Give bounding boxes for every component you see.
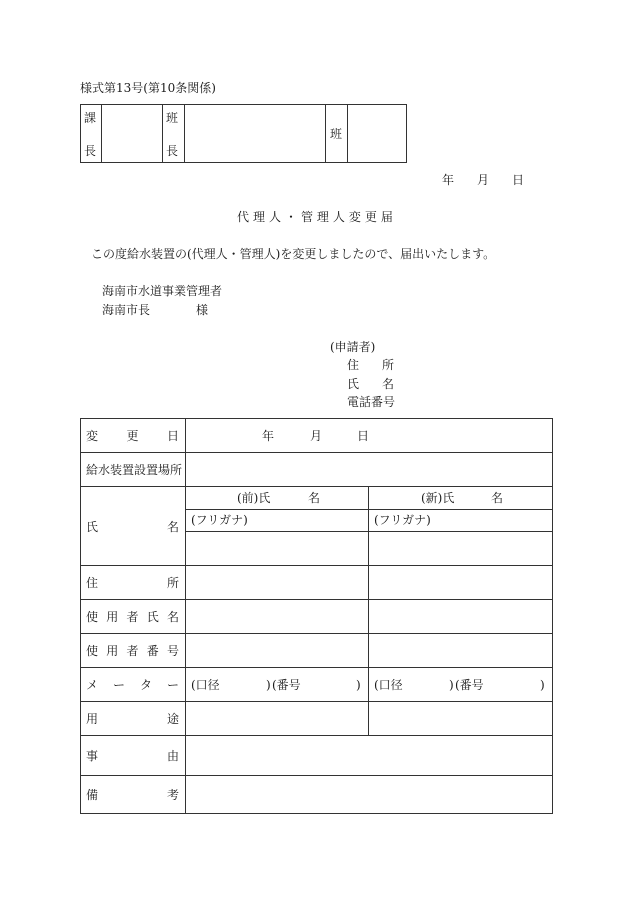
addressee-honorific: 様 bbox=[196, 303, 209, 317]
approval-han-top: 班 bbox=[166, 111, 179, 125]
name-prev-suffix: 名 bbox=[308, 491, 321, 505]
meter-prev-caliber: (口径 bbox=[191, 678, 220, 692]
name-prev-prefix: (前)氏 bbox=[237, 491, 271, 505]
date-year: 年 bbox=[442, 173, 455, 187]
row-label-meter: メ ー タ ー bbox=[86, 678, 179, 692]
row-label-change-date: 変 更 日 bbox=[86, 429, 179, 443]
addressee-line1: 海南市水道事業管理者 bbox=[102, 284, 223, 298]
meter-new-number: (番号 bbox=[455, 678, 484, 692]
row-label-name: 氏 名 bbox=[86, 520, 179, 534]
furigana-prev: (フリガナ) bbox=[191, 513, 248, 527]
applicant-label: (申請者) bbox=[330, 340, 376, 354]
name-new-suffix: 名 bbox=[491, 491, 504, 505]
row-label-address: 住 所 bbox=[86, 576, 179, 590]
form-number: 様式第13号(第10条関係) bbox=[80, 81, 216, 95]
change-date-year: 年 bbox=[262, 429, 275, 443]
applicant-address-label: 住 所 bbox=[347, 358, 394, 372]
meter-prev-number: (番号 bbox=[272, 678, 301, 692]
approval-ka-bottom: 長 bbox=[84, 144, 97, 158]
approval-han: 班 bbox=[330, 127, 343, 141]
approval-ka-top: 課 bbox=[84, 111, 97, 125]
date-day: 日 bbox=[512, 173, 525, 187]
meter-new-number-close: ) bbox=[540, 678, 545, 692]
row-label-reason: 事 由 bbox=[86, 749, 179, 763]
furigana-new: (フリガナ) bbox=[374, 513, 431, 527]
row-label-user-name: 使 用 者 氏 名 bbox=[86, 610, 179, 624]
row-label-remarks: 備 考 bbox=[86, 788, 179, 802]
row-label-user-number: 使 用 者 番 号 bbox=[86, 644, 179, 658]
addressee-line2: 海南市長 bbox=[102, 303, 151, 317]
meter-prev-caliber-close: ) bbox=[266, 678, 271, 692]
row-label-usage: 用 途 bbox=[86, 712, 179, 726]
change-date-month: 月 bbox=[310, 429, 323, 443]
document-title: 代 理 人 ・ 管 理 人 変 更 届 bbox=[237, 210, 393, 224]
applicant-phone-label: 電話番号 bbox=[347, 395, 396, 409]
meter-prev-number-close: ) bbox=[356, 678, 361, 692]
body-text: この度給水装置の(代理人・管理人)を変更しましたので、届出いたします。 bbox=[91, 247, 496, 261]
applicant-name-label: 氏 名 bbox=[347, 377, 394, 391]
meter-new-caliber: (口径 bbox=[374, 678, 403, 692]
date-month: 月 bbox=[477, 173, 490, 187]
row-label-location: 給水装置設置場所 bbox=[86, 463, 183, 477]
name-new-prefix: (新)氏 bbox=[421, 491, 455, 505]
meter-new-caliber-close: ) bbox=[449, 678, 454, 692]
change-date-day: 日 bbox=[357, 429, 370, 443]
approval-han-bottom: 長 bbox=[166, 144, 179, 158]
